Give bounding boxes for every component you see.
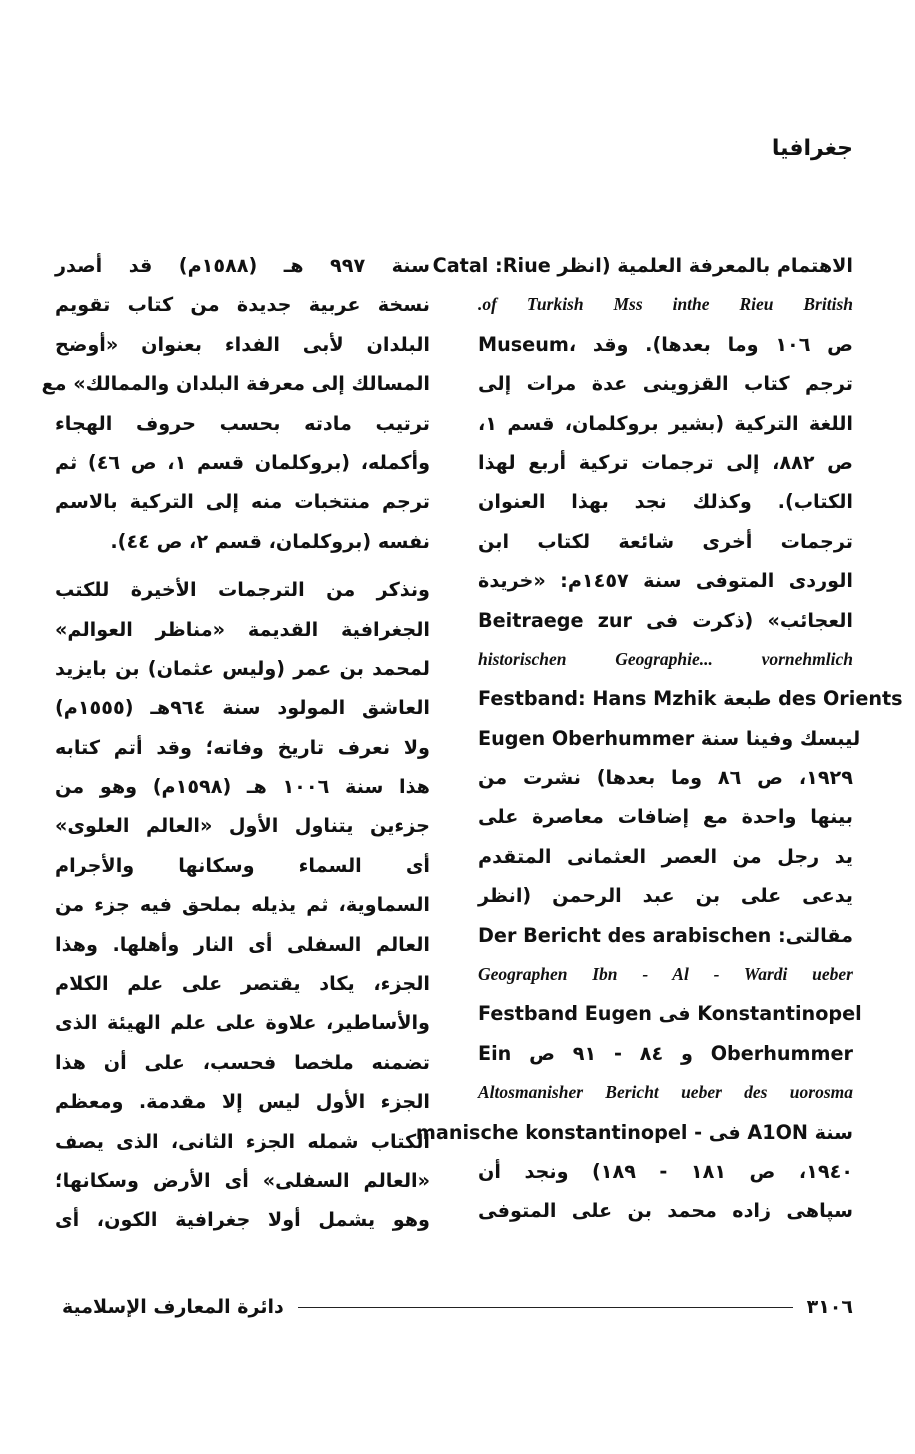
text-line: ولا نعرف تاريخ وفاته؛ وقد أتم كتابه (55, 735, 430, 759)
page-number: ٣١٠٦ (806, 1296, 853, 1318)
text-line: هذا سنة ١٠٠٦ هـ (١٥٩٨م) وهو من (55, 775, 430, 799)
text-line: .of Turkish Mss inthe Rieu British (478, 294, 853, 315)
text-line: سنة ٩٩٧ هـ (١٥٨٨م) قد أصدر (55, 254, 430, 277)
text-line: Geographen Ibn - Al - Wardi ueber (478, 964, 853, 985)
text-line: Altosmanisher Bericht ueber des uorosma (478, 1082, 853, 1103)
text-line: بينها واحدة مع إضافات معاصرة على (478, 805, 853, 829)
text-line: الجغرافية القديمة «مناظر العوالم» (55, 617, 430, 641)
text-line: والأساطير، علاوة على علم الهيئة الذى (55, 1011, 430, 1035)
text-line: الجزء الأول ليس إلا مقدمة. ومعظم (55, 1090, 430, 1114)
text-line: Festband Eugen فى Konstantinopel (478, 1002, 862, 1026)
text-line: ونذكر من الترجمات الأخيرة للكتب (55, 578, 430, 602)
text-line: ص ٨٨٢، إلى ترجمات تركية أربع لهذا (478, 450, 853, 474)
text-line: أى السماء وسكانها والأجرام (55, 853, 430, 877)
text-line: العجائب» (ذكرت فى Beitraege zur (478, 608, 853, 632)
text-line: سپاهى زاده محمد بن على المتوفى (478, 1199, 853, 1223)
text-line: يد رجل من العصر العثمانى المتقدم (478, 844, 853, 868)
text-line: ترجم منتخبات منه إلى التركية بالاسم (55, 490, 430, 514)
text-line: Eugen Oberhummer ليبسك وفينا سنة (478, 726, 861, 750)
text-line: المسالك إلى معرفة البلدان والممالك» مع (41, 372, 430, 396)
page-title: جغرافيا (771, 136, 853, 161)
text-line: Festband: Hans Mzhik طبعة des Orients (478, 687, 903, 711)
text-line: سنة A1ON فى - manische konstantinopel (415, 1120, 853, 1144)
text-line: وأكمله، (بروكلمان قسم ١، ص ٤٦) ثم (55, 450, 431, 474)
text-line: العالم السفلى أى النار وأهلها. وهذا (55, 932, 430, 956)
text-line: ترجم كتاب القزوينى عدة مرات إلى (478, 372, 853, 396)
text-line: العاشق المولود سنة ٩٦٤هـ (١٥٥٥م) (55, 696, 430, 720)
text-line: تضمنه ملخصا فحسب، على أن هذا (55, 1050, 430, 1074)
text-line: الاهتمام بالمعرفة العلمية (انظر Catal :Riue (432, 254, 853, 277)
text-line: ١٩٢٩، ص ٨٦ وما بعدها) نشرت من (478, 766, 853, 790)
text-line: نفسه (بروكلمان، قسم ٢، ص ٤٤). (110, 529, 430, 553)
text-line: Ein و ٨٤ - ٩١ ص Oberhummer (478, 1041, 854, 1065)
text-line: اللغة التركية (بشير بروكلمان، قسم ١، (478, 411, 853, 435)
text-line: نسخة عربية جديدة من كتاب تقويم (55, 293, 430, 317)
text-column-right (415, 246, 903, 1231)
text-line: السماوية، ثم يذيله بملحق فيه جزء من (55, 893, 430, 917)
text-line: ١٩٤٠، ص ١٨١ - ١٨٩) ونجد أن (478, 1159, 853, 1183)
text-line: لمحمد بن عمر (وليس عثمان) بن بايزيد (55, 656, 430, 680)
text-line: «العالم السفلى» أى الأرض وسكانها؛ (55, 1168, 430, 1192)
text-column-left (41, 246, 431, 1240)
text-line: الجزء، يكاد يقتصر على علم الكلام (55, 972, 430, 996)
text-line: ترتيب مادته بحسب حروف الهجاء (55, 411, 430, 435)
text-line: الوردى المتوفى سنة ١٤٥٧م: «خريدة (478, 569, 853, 593)
text-line: مقالتى: Der Bericht des arabischen (478, 923, 853, 947)
text-line: وهو يشمل أولا جغرافية الكون، أى (55, 1208, 430, 1232)
text-line: جزءين يتناول الأول «العالم العلوى» (55, 814, 430, 838)
text-line: ترجمات أخرى شائعة لكتاب ابن (478, 529, 853, 553)
text-line: البلدان لأبى الفداء بعنوان «أوضح (55, 332, 430, 356)
text-line: historischen Geographie... vornehmlich (478, 648, 853, 669)
paragraph-gap (55, 561, 430, 570)
text-line: الكتاب). وكذلك نجد بهذا العنوان (478, 490, 853, 514)
publication-title: دائرة المعارف الإسلامية (62, 1296, 284, 1318)
text-line: الكتاب شمله الجزء الثانى، الذى يصف (55, 1129, 430, 1153)
footer-divider (298, 1307, 793, 1308)
text-line: Museum، ص ١٠٦ وما بعدها). وقد (478, 332, 853, 356)
text-line: يدعى على بن عبد الرحمن (انظر (478, 884, 853, 908)
page-footer (62, 1292, 853, 1322)
